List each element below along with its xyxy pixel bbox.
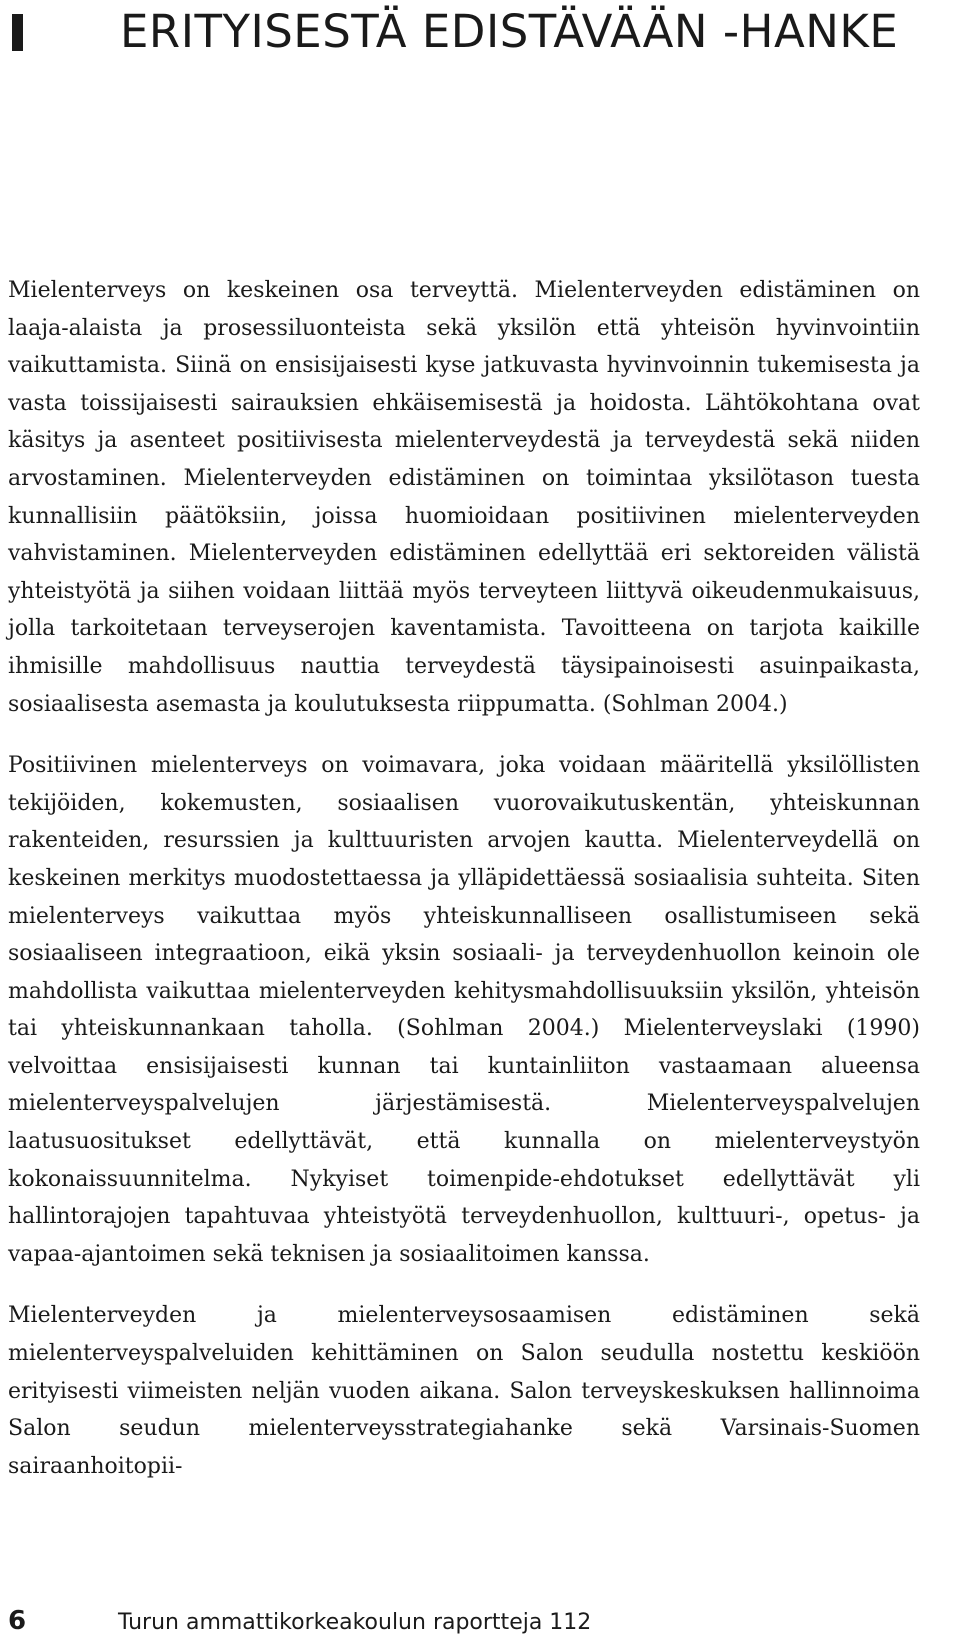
series-title: Turun ammattikorkeakoulun raportteja 112 <box>118 1610 592 1635</box>
paragraph-3: Mielenterveyden ja mielenterveysosaamisen edistäminen sekä mielenterveyspalveluiden kehittäminen on Salon seudulla nostettu keskiöön erityisesti viimeisten neljän vuoden aikana. Salon terveyskeskuksen hallinnoima Salon seudun mielenterveysstrategiahanke sekä Varsinais-Suomen sairaanhoitopii- <box>8 1303 920 1479</box>
paragraph-2: Positiivinen mielenterveys on voimavara, joka voidaan määritellä yksilöllisten tekijöiden, kokemusten, sosiaalisen vuorovaikutuskentän, yhteiskunnan rakenteiden, resurssien ja kulttuuristen arvojen kautta. Mielenterveydellä on keskeinen merkitys muodostettaessa ja ylläpidettäessä sosiaalisia suhteita. Siten mielenterveys vaikuttaa myös yhteiskunnalliseen osallistumiseen sekä sosiaaliseen integraatioon, eikä yksin sosiaali- ja terveydenhuollon keinoin ole mahdollista vaikuttaa mielenterveyden kehitysmahdollisuuksiin yksilön, yhteisön tai yhteiskunnankaan taholla. (Sohlman 2004.) Mielenterveyslaki (1990) velvoittaa ensisijaisesti kunnan tai kuntainliiton vastaamaan alueensa mielenterveyspalvelujen järjestämisestä. Mielenterveyspalvelujen laatusuositukset edellyttävät, että kunnalla on mielenterveystyön kokonaissuunnitelma. Nykyiset toimenpide-ehdotukset edellyttävät yli hallintorajojen tapahtuvaa yhteistyötä terveydenhuollon, kulttuuri-, opetus- ja vapaa-ajantoimen sekä teknisen ja sosiaalitoimen kanssa. <box>8 753 920 1267</box>
page-number: 6 <box>8 1606 27 1636</box>
header-marker-bar <box>12 14 23 51</box>
page-footer <box>8 1606 591 1638</box>
paragraph-1: Mielenterveys on keskeinen osa terveyttä. Mielenterveyden edistäminen on laaja-alaista ja prosessiluonteista sekä yksilön että yhteisön hyvinvointiin vaikuttamista. Siinä on ensisijaisesti kyse jatkuvasta hyvinvoinnin tukemisesta ja vasta toissijaisesti sairauksien ehkäisemisestä ja hoidosta. Lähtökohtana ovat käsitys ja asenteet positiivisesta mielenterveydestä ja terveydestä sekä niiden arvostaminen. Mielenterveyden edistäminen on toimintaa yksilötason tuesta kunnallisiin päätöksiin, joissa huomioidaan positiivinen mielenterveyden vahvistaminen. Mielenterveyden edistäminen edellyttää eri sektoreiden välistä yhteistyötä ja siihen voidaan liittää myös terveyteen liittyvä oikeudenmukaisuus, jolla tarkoitetaan terveyserojen kaventamista. Tavoitteena on tarjota kaikille ihmisille mahdollisuus nauttia terveydestä täysipainoisesti asuinpaikasta, sosiaalisesta asemasta ja koulutuksesta riippumatta. (Sohlman 2004.) <box>8 278 920 717</box>
body-text <box>8 272 920 1509</box>
page-title: ERITYISESTÄ EDISTÄVÄÄN -HANKE <box>120 5 899 58</box>
